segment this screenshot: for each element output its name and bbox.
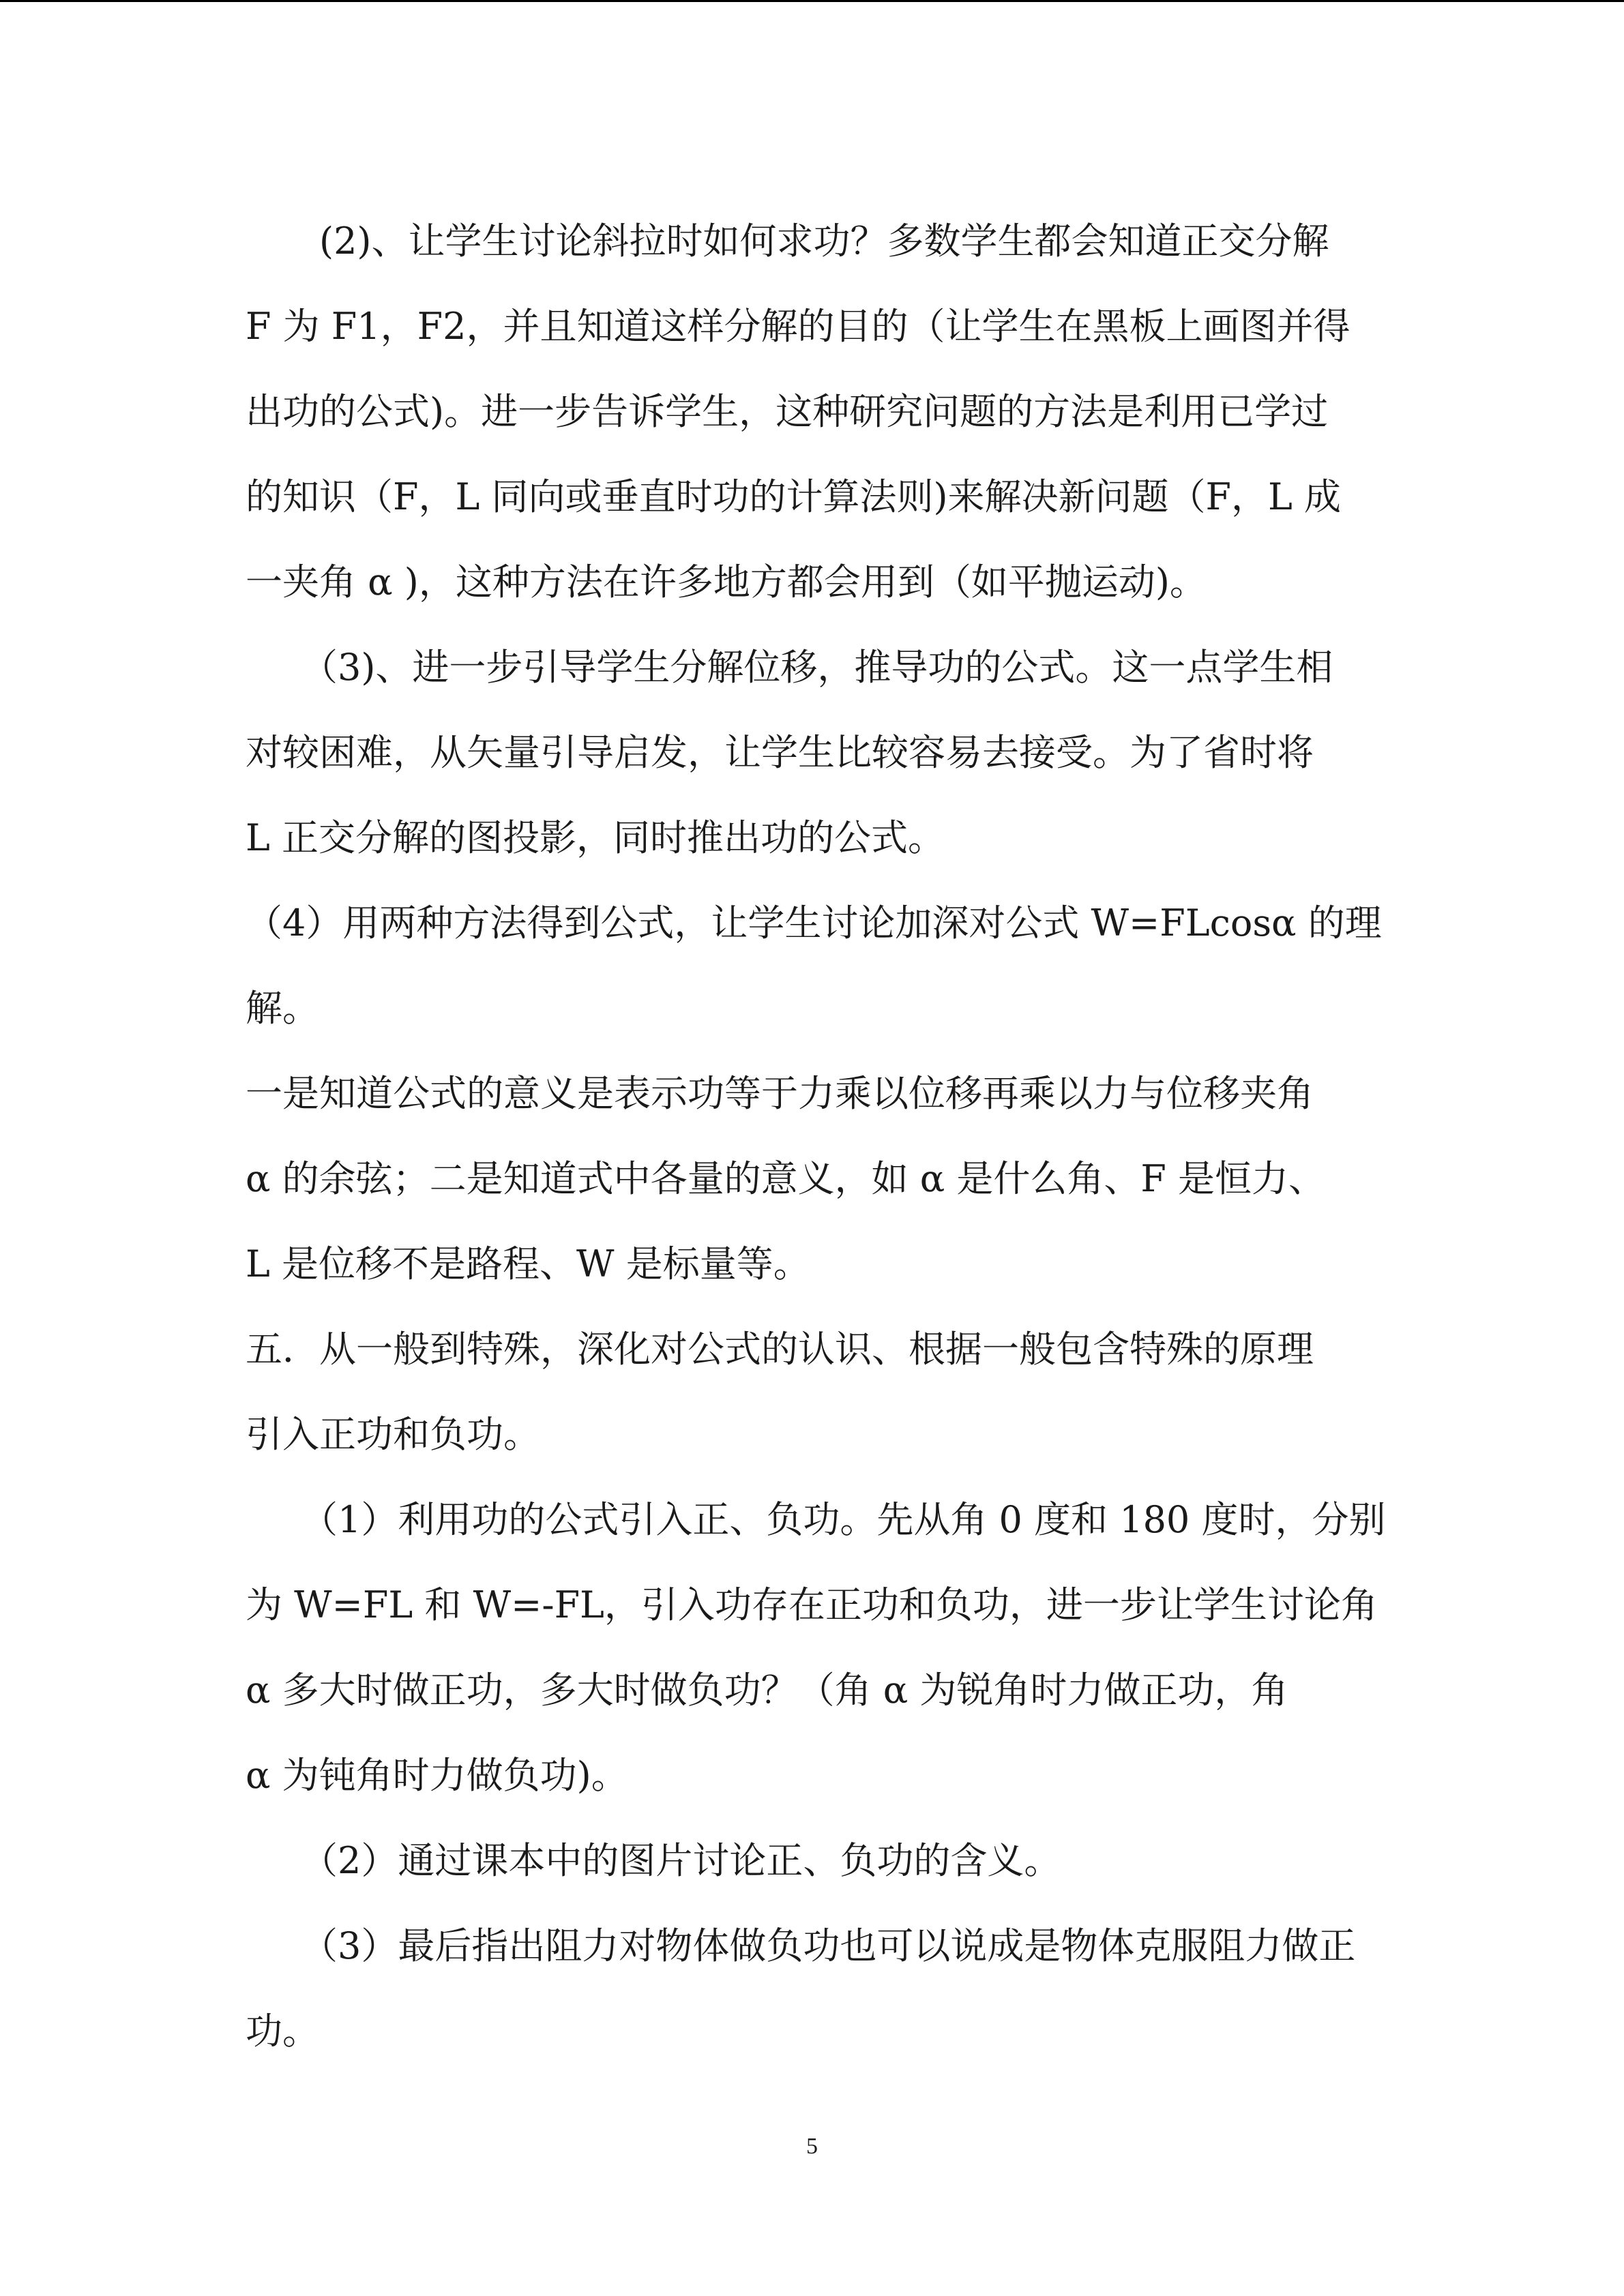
- text-line: 的知识（F，L 同向或垂直时功的计算法则)来解决新问题（F，L 成: [246, 475, 1342, 518]
- text-line: 一是知道公式的意义是表示功等于力乘以位移再乘以力与位移夹角: [246, 1072, 1314, 1115]
- text-line: F 为 F1，F2，并且知道这样分解的目的（让学生在黑板上画图并得: [246, 305, 1350, 348]
- text-line: α 为钝角时力做负功)。: [246, 1754, 628, 1797]
- text-line: 功。: [246, 2010, 319, 2053]
- text-line: (2)、让学生讨论斜拉时如何求功？多数学生都会知道正交分解: [246, 220, 1329, 263]
- text-line: （4）用两种方法得到公式，让学生讨论加深对公式 W=FLcosα 的理: [246, 901, 1382, 944]
- top-border-rule: [0, 0, 1624, 2]
- text-line: 引入正功和负功。: [246, 1413, 540, 1456]
- text-line: 为 W=FL 和 W=-FL，引入功存在正功和负功，进一步让学生讨论角: [246, 1583, 1378, 1626]
- text-line: 对较困难，从矢量引导启发，让学生比较容易去接受。为了省时将: [246, 731, 1314, 774]
- text-line: 出功的公式)。进一步告诉学生，这种研究问题的方法是利用已学过: [246, 390, 1329, 433]
- text-line: α 的余弦；二是知道式中各量的意义，如 α 是什么角、F 是恒力、: [246, 1157, 1326, 1200]
- text-line: （2）通过课本中的图片讨论正、负功的含义。: [246, 1839, 1061, 1882]
- text-line: 五．从一般到特殊，深化对公式的认识、根据一般包含特殊的原理: [246, 1328, 1314, 1371]
- text-line: 一夹角 α )，这种方法在许多地方都会用到（如平抛运动)。: [246, 561, 1207, 603]
- page-number: 5: [806, 2134, 818, 2159]
- text-line: 解。: [246, 987, 319, 1030]
- text-line: L 是位移不是路程、W 是标量等。: [246, 1242, 810, 1285]
- text-line: （1）利用功的公式引入正、负功。先从角 0 度和 180 度时，分别: [246, 1498, 1386, 1541]
- text-line: L 正交分解的图投影，同时推出功的公式。: [246, 816, 945, 859]
- text-line: （3）最后指出阻力对物体做负功也可以说成是物体克服阻力做正: [246, 1924, 1356, 1967]
- text-line: α 多大时做正功，多大时做负功？（角 α 为锐角时力做正功，角: [246, 1669, 1288, 1712]
- text-line: （3)、进一步引导学生分解位移，推导功的公式。这一点学生相: [246, 646, 1333, 689]
